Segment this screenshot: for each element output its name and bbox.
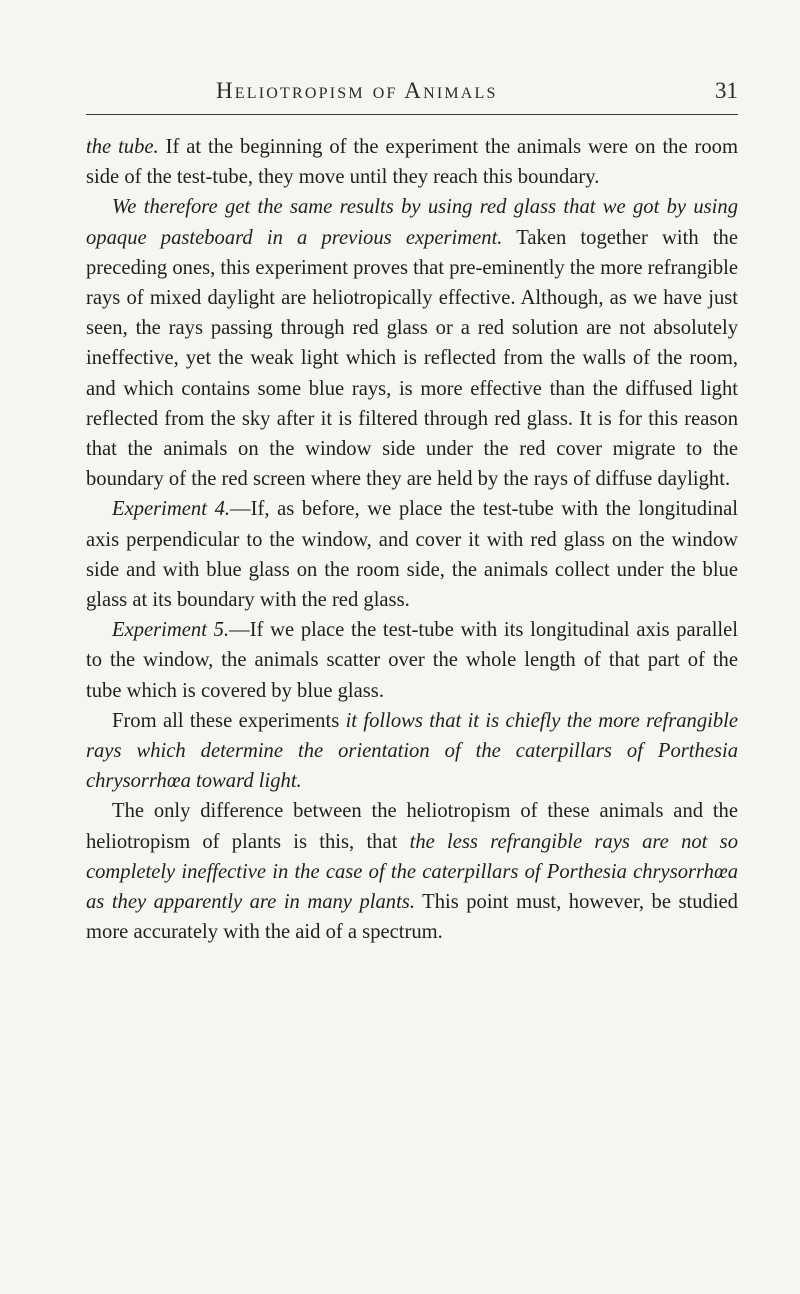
paragraph-experiment-5 [86, 615, 738, 706]
paragraph-experiment-4 [86, 494, 738, 615]
text-span: The only difference between the heliotropism of these animals and the heliotropism of plants is this, that [86, 800, 738, 853]
text-span: If at the beginning of the experiment the animals were on the room side of the test-tube, they move until they reach this boundary. [86, 136, 738, 189]
running-title: Heliotropism of Animals [216, 78, 498, 103]
text-span: —If, as before, we place the test-tube with the longitudinal axis perpendicular to the window, and cover it with red glass on the window side and with blue glass on the room side, the animals collect under the blue glass at its boundary with the red glass. [86, 498, 738, 612]
italic-span: the less refrangible rays are not so completely ineffective in the case of the caterpillars of Porthesia chrysorrhœa as they apparently are in many plants. [86, 830, 738, 914]
experiment-heading: Experiment 4. [112, 498, 231, 521]
text-span: —If we place the test-tube with its longitudinal axis parallel to the window, the animals scatter over the whole length of that part of the tube which is covered by blue glass. [86, 619, 738, 702]
paragraph-2 [86, 192, 738, 494]
text-span: Taken together with the preceding ones, this experiment proves that pre-eminently the more refrangible rays of mixed daylight are heliotropically effective. Although, as we have just seen, the rays passing through red glass or a red solution are not absolutely ineffective, yet the weak light which is reflected from the walls of the room, and which contains some blue rays, is more effective than the diffused light reflected from the sky after it is filtered through red glass. It is for this reason that the animals on the window side under the red cover migrate to the boundary of the red screen where they are held by the rays of diffuse daylight. [86, 226, 738, 491]
paragraph-conclusion [86, 706, 738, 797]
paragraph-final [86, 796, 738, 947]
body-text [86, 132, 738, 947]
italic-span: the tube. [86, 136, 159, 158]
text-span: This point must, however, be studied more accurately with the aid of a spectrum. [86, 891, 738, 944]
italic-span: We therefore get the same results by using red glass that we got by using opaque pasteboard in a previous experiment. [86, 196, 738, 249]
page-number: 31 [715, 78, 738, 103]
text-span: From all these experiments [112, 709, 346, 732]
running-header [86, 72, 738, 115]
italic-span: it follows that it is chiefly the more refrangible rays which determine the orientation of the caterpillars of Porthesia chrysorrhœa toward light. [86, 709, 739, 793]
book-page [86, 72, 738, 947]
experiment-heading: Experiment 5. [112, 619, 230, 642]
paragraph-1 [86, 132, 738, 192]
